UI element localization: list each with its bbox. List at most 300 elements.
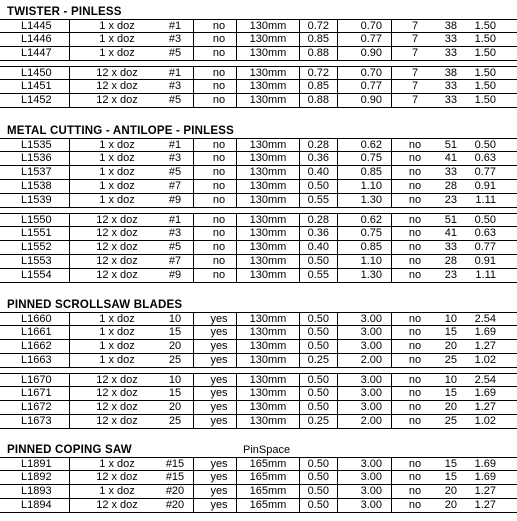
length-cell: 130mm xyxy=(249,180,287,192)
column-divider xyxy=(193,499,194,512)
column-divider xyxy=(337,255,338,268)
column-divider xyxy=(337,139,338,152)
column-divider xyxy=(193,166,194,179)
price-cell: 0.77 xyxy=(474,241,496,253)
price-cell: 1.02 xyxy=(474,354,496,366)
tpi-cell: 33 xyxy=(444,166,457,178)
tpi-cell: 33 xyxy=(444,80,457,92)
pinned-cell: no xyxy=(212,194,226,206)
pinned-cell: yes xyxy=(210,326,228,338)
column-divider xyxy=(337,458,338,471)
column-divider xyxy=(391,458,392,471)
length-cell: 130mm xyxy=(249,139,287,151)
column-divider xyxy=(391,499,392,512)
length-cell: 130mm xyxy=(249,33,287,45)
length-cell: 130mm xyxy=(249,47,287,59)
column-divider xyxy=(299,354,300,367)
pinned-cell: yes xyxy=(210,340,228,352)
flag-cell: 7 xyxy=(411,80,419,92)
column-divider xyxy=(193,227,194,240)
table-row xyxy=(0,415,517,429)
blade-number-cell: #1 xyxy=(168,214,182,226)
pack-size-cell: 12 x doz xyxy=(96,499,138,511)
thickness-cell: 0.25 xyxy=(307,354,329,366)
length-cell: 130mm xyxy=(249,374,287,386)
column-divider xyxy=(193,458,194,471)
column-divider xyxy=(299,255,300,268)
price-cell: 1.27 xyxy=(474,499,496,511)
column-divider xyxy=(299,499,300,512)
item-code-cell: L1673 xyxy=(21,415,52,427)
thickness-cell: 0.25 xyxy=(307,415,329,427)
tpi-cell: 38 xyxy=(444,20,457,32)
thickness-cell: 0.36 xyxy=(307,227,329,239)
thickness-cell: 0.50 xyxy=(307,180,329,192)
table-row xyxy=(0,138,517,152)
table-row xyxy=(0,180,517,194)
pinned-cell: no xyxy=(212,20,226,32)
column-divider xyxy=(337,485,338,498)
length-cell: 130mm xyxy=(249,67,287,79)
flag-cell: no xyxy=(408,485,422,497)
tpi-cell: 33 xyxy=(444,94,457,106)
item-code-cell: L1536 xyxy=(21,152,52,164)
width-cell: 3.00 xyxy=(360,499,382,511)
flag-cell: no xyxy=(408,458,422,470)
thickness-cell: 0.50 xyxy=(307,326,329,338)
column-divider xyxy=(299,269,300,282)
column-divider xyxy=(391,255,392,268)
column-divider xyxy=(193,313,194,326)
column-divider xyxy=(193,80,194,93)
thickness-cell: 0.72 xyxy=(307,20,329,32)
column-divider xyxy=(337,152,338,165)
pinned-cell: yes xyxy=(210,313,228,325)
pinned-cell: yes xyxy=(210,374,228,386)
tpi-cell: 20 xyxy=(444,340,457,352)
column-divider xyxy=(337,94,338,107)
pinned-cell: no xyxy=(212,255,226,267)
blade-number-cell: #5 xyxy=(168,47,182,59)
column-divider xyxy=(391,214,392,227)
column-divider xyxy=(391,269,392,282)
item-code-cell: L1660 xyxy=(21,313,52,325)
price-cell: 0.77 xyxy=(474,166,496,178)
length-cell: 130mm xyxy=(249,401,287,413)
column-divider xyxy=(391,227,392,240)
length-cell: 130mm xyxy=(249,227,287,239)
item-code-cell: L1551 xyxy=(21,227,52,239)
section-title: METAL CUTTING - ANTILOPE - PINLESS xyxy=(7,125,235,137)
column-divider xyxy=(299,139,300,152)
column-divider xyxy=(337,33,338,46)
pack-size-cell: 12 x doz xyxy=(96,255,138,267)
flag-cell: 7 xyxy=(411,20,419,32)
length-cell: 130mm xyxy=(249,354,287,366)
pinned-cell: yes xyxy=(210,354,228,366)
flag-cell: no xyxy=(408,194,422,206)
price-cell: 1.27 xyxy=(474,401,496,413)
item-code-cell: L1537 xyxy=(21,166,52,178)
length-cell: 130mm xyxy=(249,80,287,92)
pack-size-cell: 1 x doz xyxy=(99,354,135,366)
thickness-cell: 0.88 xyxy=(307,47,329,59)
pack-size-cell: 12 x doz xyxy=(96,269,138,281)
table-row xyxy=(0,255,517,269)
item-code-cell: L1445 xyxy=(21,20,52,32)
flag-cell: no xyxy=(408,340,422,352)
price-cell: 1.69 xyxy=(474,458,496,470)
item-code-cell: L1894 xyxy=(21,499,52,511)
width-cell: 1.10 xyxy=(360,255,382,267)
width-cell: 3.00 xyxy=(360,340,382,352)
pack-size-cell: 1 x doz xyxy=(99,139,135,151)
price-cell: 0.63 xyxy=(474,152,496,164)
column-divider xyxy=(193,180,194,193)
thickness-cell: 0.50 xyxy=(307,499,329,511)
column-divider xyxy=(391,326,392,339)
tpi-cell: 23 xyxy=(444,269,457,281)
column-divider xyxy=(337,180,338,193)
blade-number-cell: #1 xyxy=(168,67,182,79)
blade-number-cell: 10 xyxy=(168,313,182,325)
column-divider xyxy=(299,227,300,240)
tpi-cell: 33 xyxy=(444,241,457,253)
flag-cell: no xyxy=(408,387,422,399)
column-divider xyxy=(193,94,194,107)
item-code-cell: L1663 xyxy=(21,354,52,366)
pack-size-cell: 12 x doz xyxy=(96,374,138,386)
table-row xyxy=(0,33,517,47)
pack-size-cell: 12 x doz xyxy=(96,214,138,226)
thickness-cell: 0.50 xyxy=(307,374,329,386)
pack-size-cell: 1 x doz xyxy=(99,166,135,178)
column-divider xyxy=(193,67,194,80)
column-divider xyxy=(193,471,194,484)
flag-cell: no xyxy=(408,326,422,338)
price-cell: 1.69 xyxy=(474,387,496,399)
table-row xyxy=(0,499,517,513)
thickness-cell: 0.50 xyxy=(307,340,329,352)
price-cell: 2.54 xyxy=(474,374,496,386)
item-code-cell: L1671 xyxy=(21,387,52,399)
width-cell: 0.62 xyxy=(360,139,382,151)
column-divider xyxy=(337,20,338,33)
length-cell: 130mm xyxy=(249,340,287,352)
blade-number-cell: #3 xyxy=(168,152,182,164)
column-divider xyxy=(337,401,338,414)
price-cell: 1.50 xyxy=(474,94,496,106)
width-cell: 0.70 xyxy=(360,20,382,32)
item-code-cell: L1550 xyxy=(21,214,52,226)
width-cell: 0.77 xyxy=(360,80,382,92)
blade-number-cell: 25 xyxy=(168,354,182,366)
length-cell: 130mm xyxy=(249,166,287,178)
column-divider xyxy=(391,485,392,498)
column-divider xyxy=(299,340,300,353)
flag-cell: no xyxy=(408,152,422,164)
tpi-cell: 38 xyxy=(444,67,457,79)
column-divider xyxy=(299,194,300,207)
column-divider xyxy=(299,180,300,193)
price-cell: 1.69 xyxy=(474,326,496,338)
tpi-cell: 51 xyxy=(444,139,457,151)
thickness-cell: 0.85 xyxy=(307,33,329,45)
pinned-cell: no xyxy=(212,80,226,92)
length-cell: 130mm xyxy=(249,326,287,338)
column-divider xyxy=(391,354,392,367)
item-code-cell: L1672 xyxy=(21,401,52,413)
column-divider xyxy=(299,326,300,339)
flag-cell: no xyxy=(408,313,422,325)
column-divider xyxy=(299,20,300,33)
length-cell: 130mm xyxy=(249,94,287,106)
thickness-cell: 0.50 xyxy=(307,401,329,413)
price-cell: 0.50 xyxy=(474,214,496,226)
thickness-cell: 0.36 xyxy=(307,152,329,164)
width-cell: 3.00 xyxy=(360,313,382,325)
length-cell: 130mm xyxy=(249,214,287,226)
tpi-cell: 15 xyxy=(444,326,457,338)
width-cell: 2.00 xyxy=(360,354,382,366)
column-divider xyxy=(337,313,338,326)
flag-cell: no xyxy=(408,227,422,239)
blade-number-cell: #1 xyxy=(168,20,182,32)
length-cell: 130mm xyxy=(249,415,287,427)
thickness-cell: 0.72 xyxy=(307,67,329,79)
blade-number-cell: #20 xyxy=(165,499,185,511)
pinned-cell: yes xyxy=(210,458,228,470)
column-divider xyxy=(193,152,194,165)
column-divider xyxy=(391,152,392,165)
column-divider xyxy=(391,374,392,387)
column-divider xyxy=(337,415,338,428)
thickness-cell: 0.55 xyxy=(307,194,329,206)
blade-number-cell: 25 xyxy=(168,415,182,427)
table-row xyxy=(0,152,517,166)
column-divider xyxy=(299,94,300,107)
column-divider xyxy=(391,20,392,33)
column-divider xyxy=(193,387,194,400)
pack-size-cell: 12 x doz xyxy=(96,94,138,106)
table-row xyxy=(0,66,517,80)
width-cell: 0.85 xyxy=(360,241,382,253)
column-divider xyxy=(337,471,338,484)
flag-cell: no xyxy=(408,471,422,483)
table-row xyxy=(0,340,517,354)
price-cell: 1.50 xyxy=(474,47,496,59)
flag-cell: no xyxy=(408,401,422,413)
flag-cell: no xyxy=(408,354,422,366)
column-divider xyxy=(391,401,392,414)
column-divider xyxy=(193,401,194,414)
pinned-cell: yes xyxy=(210,499,228,511)
pack-size-cell: 1 x doz xyxy=(99,20,135,32)
column-divider xyxy=(337,241,338,254)
thickness-cell: 0.50 xyxy=(307,387,329,399)
item-code-cell: L1891 xyxy=(21,458,52,470)
blade-number-cell: #15 xyxy=(165,458,185,470)
column-divider xyxy=(337,67,338,80)
column-divider xyxy=(337,47,338,60)
column-divider xyxy=(337,227,338,240)
column-divider xyxy=(193,139,194,152)
width-cell: 0.62 xyxy=(360,214,382,226)
column-divider xyxy=(391,94,392,107)
flag-cell: no xyxy=(408,374,422,386)
flag-cell: no xyxy=(408,499,422,511)
thickness-cell: 0.40 xyxy=(307,166,329,178)
tpi-cell: 25 xyxy=(444,354,457,366)
price-cell: 1.50 xyxy=(474,80,496,92)
blade-number-cell: #3 xyxy=(168,33,182,45)
pack-size-cell: 1 x doz xyxy=(99,194,135,206)
thickness-cell: 0.28 xyxy=(307,214,329,226)
column-divider xyxy=(299,80,300,93)
column-divider xyxy=(193,326,194,339)
item-code-cell: L1553 xyxy=(21,255,52,267)
blade-number-cell: #3 xyxy=(168,227,182,239)
item-code-cell: L1446 xyxy=(21,33,52,45)
section-title: PINNED COPING SAW xyxy=(7,444,132,456)
column-divider xyxy=(193,374,194,387)
pack-size-cell: 12 x doz xyxy=(96,401,138,413)
pack-size-cell: 12 x doz xyxy=(96,471,138,483)
column-divider xyxy=(391,139,392,152)
item-code-cell: L1662 xyxy=(21,340,52,352)
column-divider xyxy=(391,471,392,484)
width-cell: 3.00 xyxy=(360,401,382,413)
item-code-cell: L1552 xyxy=(21,241,52,253)
width-cell: 3.00 xyxy=(360,374,382,386)
table-row xyxy=(0,401,517,415)
pack-size-cell: 12 x doz xyxy=(96,67,138,79)
column-divider xyxy=(299,374,300,387)
flag-cell: 7 xyxy=(411,67,419,79)
item-code-cell: L1447 xyxy=(21,47,52,59)
blade-number-cell: 15 xyxy=(168,387,182,399)
column-divider xyxy=(391,180,392,193)
column-divider xyxy=(299,214,300,227)
pinned-cell: yes xyxy=(210,471,228,483)
price-cell: 0.63 xyxy=(474,227,496,239)
thickness-cell: 0.55 xyxy=(307,269,329,281)
pack-size-cell: 1 x doz xyxy=(99,313,135,325)
table-row xyxy=(0,241,517,255)
blade-number-cell: 20 xyxy=(168,340,182,352)
thickness-cell: 0.88 xyxy=(307,94,329,106)
flag-cell: 7 xyxy=(411,94,419,106)
tpi-cell: 41 xyxy=(444,227,457,239)
column-divider xyxy=(337,194,338,207)
length-cell: 165mm xyxy=(249,458,287,470)
blade-number-cell: #20 xyxy=(165,485,185,497)
price-cell: 0.91 xyxy=(474,255,496,267)
item-code-cell: L1535 xyxy=(21,139,52,151)
table-row xyxy=(0,457,517,471)
column-divider xyxy=(337,499,338,512)
length-cell: 130mm xyxy=(249,152,287,164)
tpi-cell: 28 xyxy=(444,180,457,192)
pinned-cell: no xyxy=(212,166,226,178)
pinned-cell: no xyxy=(212,33,226,45)
thickness-cell: 0.28 xyxy=(307,139,329,151)
thickness-cell: 0.50 xyxy=(307,485,329,497)
pinned-cell: no xyxy=(212,214,226,226)
column-divider xyxy=(391,340,392,353)
blade-number-cell: 20 xyxy=(168,401,182,413)
price-cell: 1.11 xyxy=(475,269,496,281)
pack-size-cell: 1 x doz xyxy=(99,180,135,192)
column-divider xyxy=(391,33,392,46)
width-cell: 0.90 xyxy=(360,47,382,59)
blade-number-cell: #3 xyxy=(168,80,182,92)
pinned-cell: no xyxy=(212,241,226,253)
blade-number-cell: #7 xyxy=(168,255,182,267)
flag-cell: no xyxy=(408,415,422,427)
blade-number-cell: #5 xyxy=(168,166,182,178)
length-cell: 130mm xyxy=(249,387,287,399)
table-row xyxy=(0,94,517,108)
price-cell: 1.27 xyxy=(474,340,496,352)
column-divider xyxy=(299,387,300,400)
flag-cell: 7 xyxy=(411,47,419,59)
table-row xyxy=(0,485,517,499)
column-divider xyxy=(391,80,392,93)
column-divider xyxy=(299,67,300,80)
column-divider xyxy=(299,33,300,46)
item-code-cell: L1539 xyxy=(21,194,52,206)
column-divider xyxy=(299,47,300,60)
table-row xyxy=(0,269,517,283)
column-divider xyxy=(391,166,392,179)
price-cell: 1.11 xyxy=(475,194,496,206)
width-cell: 0.85 xyxy=(360,166,382,178)
column-divider xyxy=(391,415,392,428)
price-cell: 2.54 xyxy=(474,313,496,325)
item-code-cell: L1893 xyxy=(21,485,52,497)
table-row xyxy=(0,354,517,368)
column-divider xyxy=(391,194,392,207)
table-row xyxy=(0,387,517,401)
width-cell: 0.77 xyxy=(360,33,382,45)
width-cell: 3.00 xyxy=(360,485,382,497)
item-code-cell: L1554 xyxy=(21,269,52,281)
column-divider xyxy=(337,214,338,227)
thickness-cell: 0.40 xyxy=(307,241,329,253)
flag-cell: no xyxy=(408,241,422,253)
column-divider xyxy=(193,340,194,353)
table-row xyxy=(0,19,517,33)
tpi-cell: 33 xyxy=(444,33,457,45)
pack-size-cell: 12 x doz xyxy=(96,241,138,253)
tpi-cell: 20 xyxy=(444,485,457,497)
price-cell: 1.69 xyxy=(474,471,496,483)
column-divider xyxy=(337,166,338,179)
table-row xyxy=(0,312,517,326)
table-row xyxy=(0,80,517,94)
price-cell: 1.02 xyxy=(474,415,496,427)
column-divider xyxy=(193,214,194,227)
item-code-cell: L1452 xyxy=(21,94,52,106)
tpi-cell: 15 xyxy=(444,387,457,399)
blade-number-cell: #1 xyxy=(168,139,182,151)
pack-size-cell: 1 x doz xyxy=(99,33,135,45)
thickness-cell: 0.50 xyxy=(307,313,329,325)
length-cell: 130mm xyxy=(249,313,287,325)
pack-size-cell: 1 x doz xyxy=(99,47,135,59)
width-cell: 3.00 xyxy=(360,387,382,399)
